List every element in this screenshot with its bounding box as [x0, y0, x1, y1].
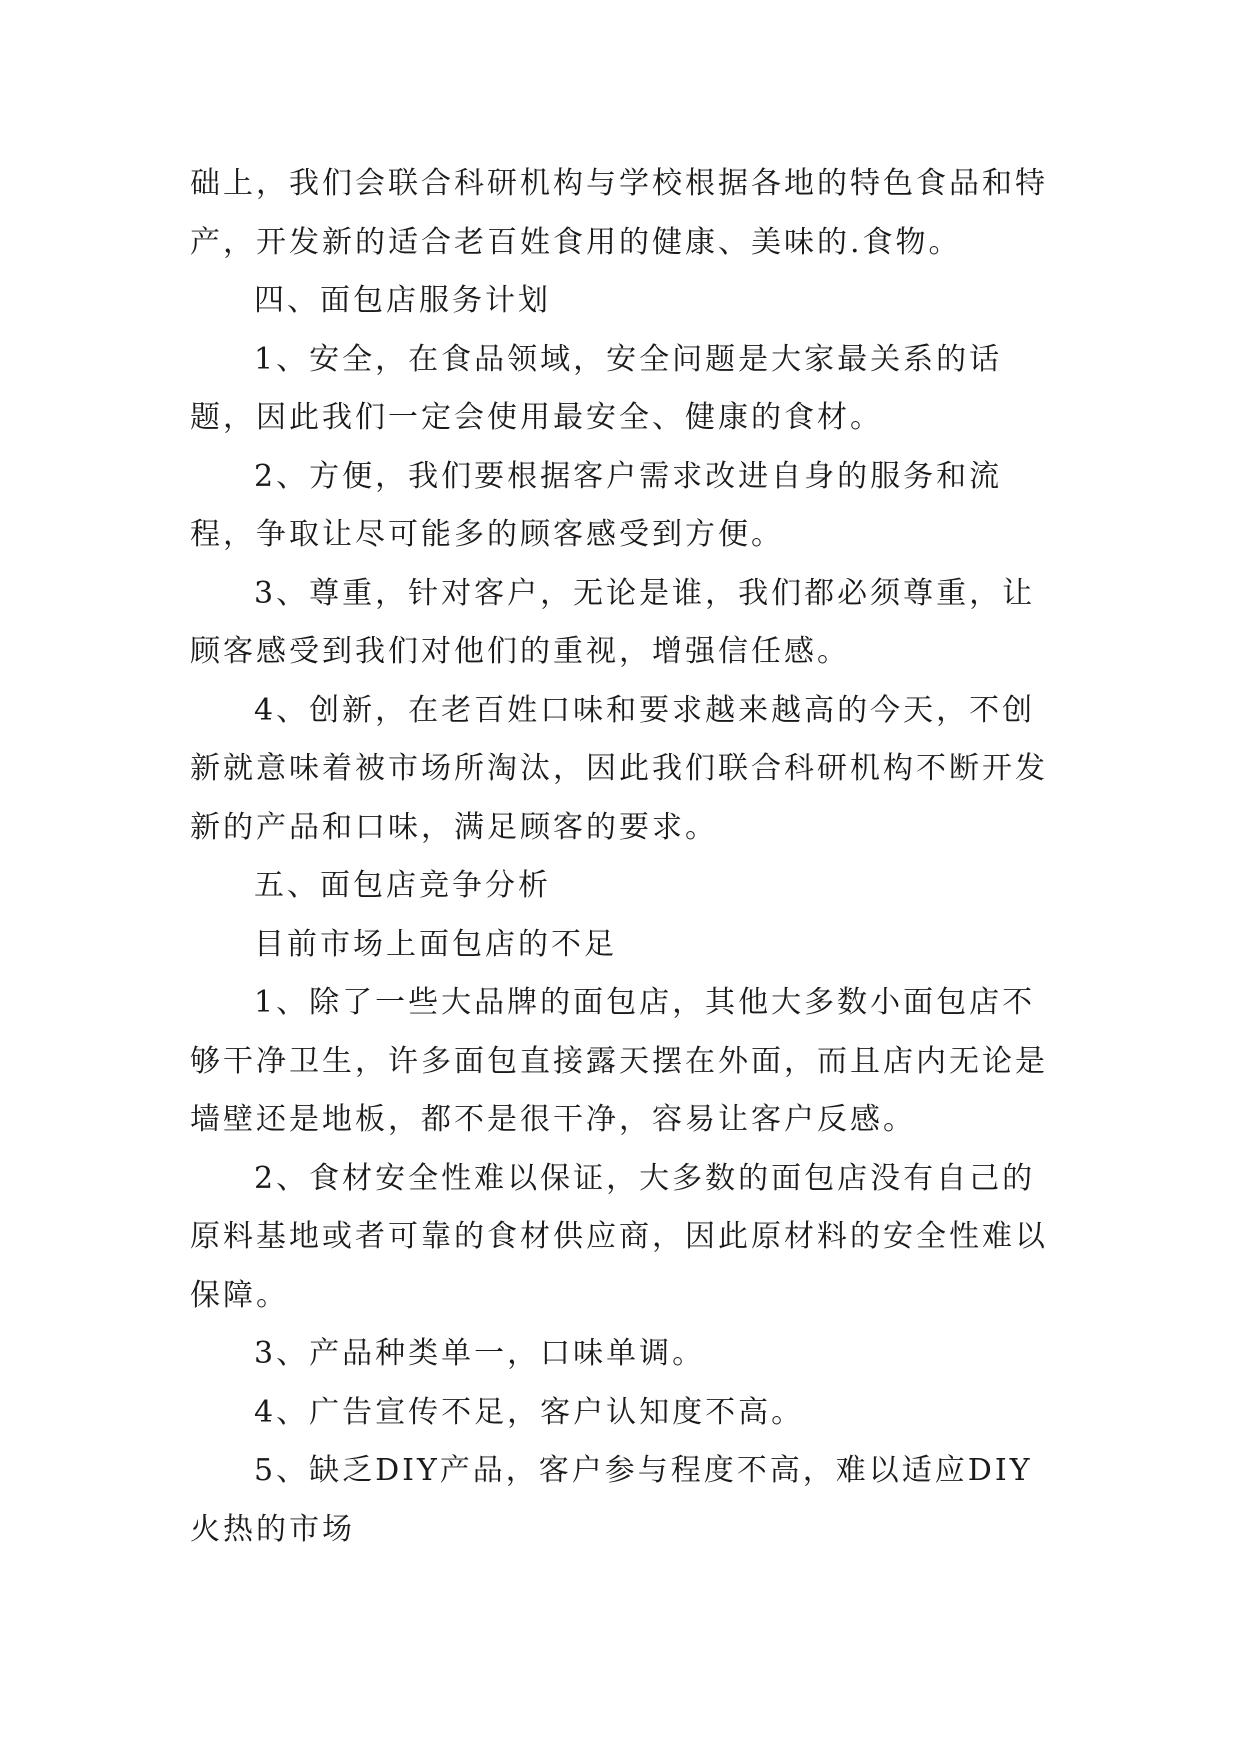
paragraph-safety: 1、安全，在食品领域，安全问题是大家最关系的话题，因此我们一定会使用最安全、健康的食材。 [190, 341, 1003, 435]
paragraph-diy: 5、缺乏DIY产品，客户参与程度不高，难以适应DIY火热的市场 [190, 1453, 1033, 1547]
paragraph-advertising: 4、广告宣传不足，客户认知度不高。 [254, 1394, 805, 1430]
document-body [190, 155, 1050, 1559]
paragraph-innovation: 4、创新，在老百姓口味和要求越来越高的今天，不创新就意味着被市场所淘汰，因此我们联合科研机构不断开发新的产品和口味，满足顾客的要求。 [190, 692, 1048, 845]
paragraph-respect: 3、尊重，针对客户，无论是谁，我们都必须尊重，让顾客感受到我们对他们的重视，增强信任感。 [190, 575, 1036, 669]
paragraph-ingredient-safety: 2、食材安全性难以保证，大多数的面包店没有自己的原料基地或者可靠的食材供应商，因此原材料的安全性难以保障。 [190, 1160, 1048, 1313]
section-heading-service-plan: 四、面包店服务计划 [254, 283, 551, 318]
paragraph-continuation: 础上，我们会联合科研机构与学校根据各地的特色食品和特产，开发新的适合老百姓食用的健康、美味的.食物。 [190, 166, 1048, 260]
paragraph-hygiene: 1、除了一些大品牌的面包店，其他大多数小面包店不够干净卫生，许多面包直接露天摆在外面，而且店内无论是墙壁还是地板，都不是很干净，容易让客户反感。 [190, 985, 1048, 1137]
paragraph-convenience: 2、方便，我们要根据客户需求改进自身的服务和流程，争取让尽可能多的顾客感受到方便。 [190, 458, 1003, 552]
subheading-market-shortcomings: 目前市场上面包店的不足 [254, 926, 617, 962]
section-heading-competition-analysis: 五、面包店竞争分析 [254, 868, 551, 903]
paragraph-product-variety: 3、产品种类单一，口味单调。 [254, 1336, 706, 1371]
